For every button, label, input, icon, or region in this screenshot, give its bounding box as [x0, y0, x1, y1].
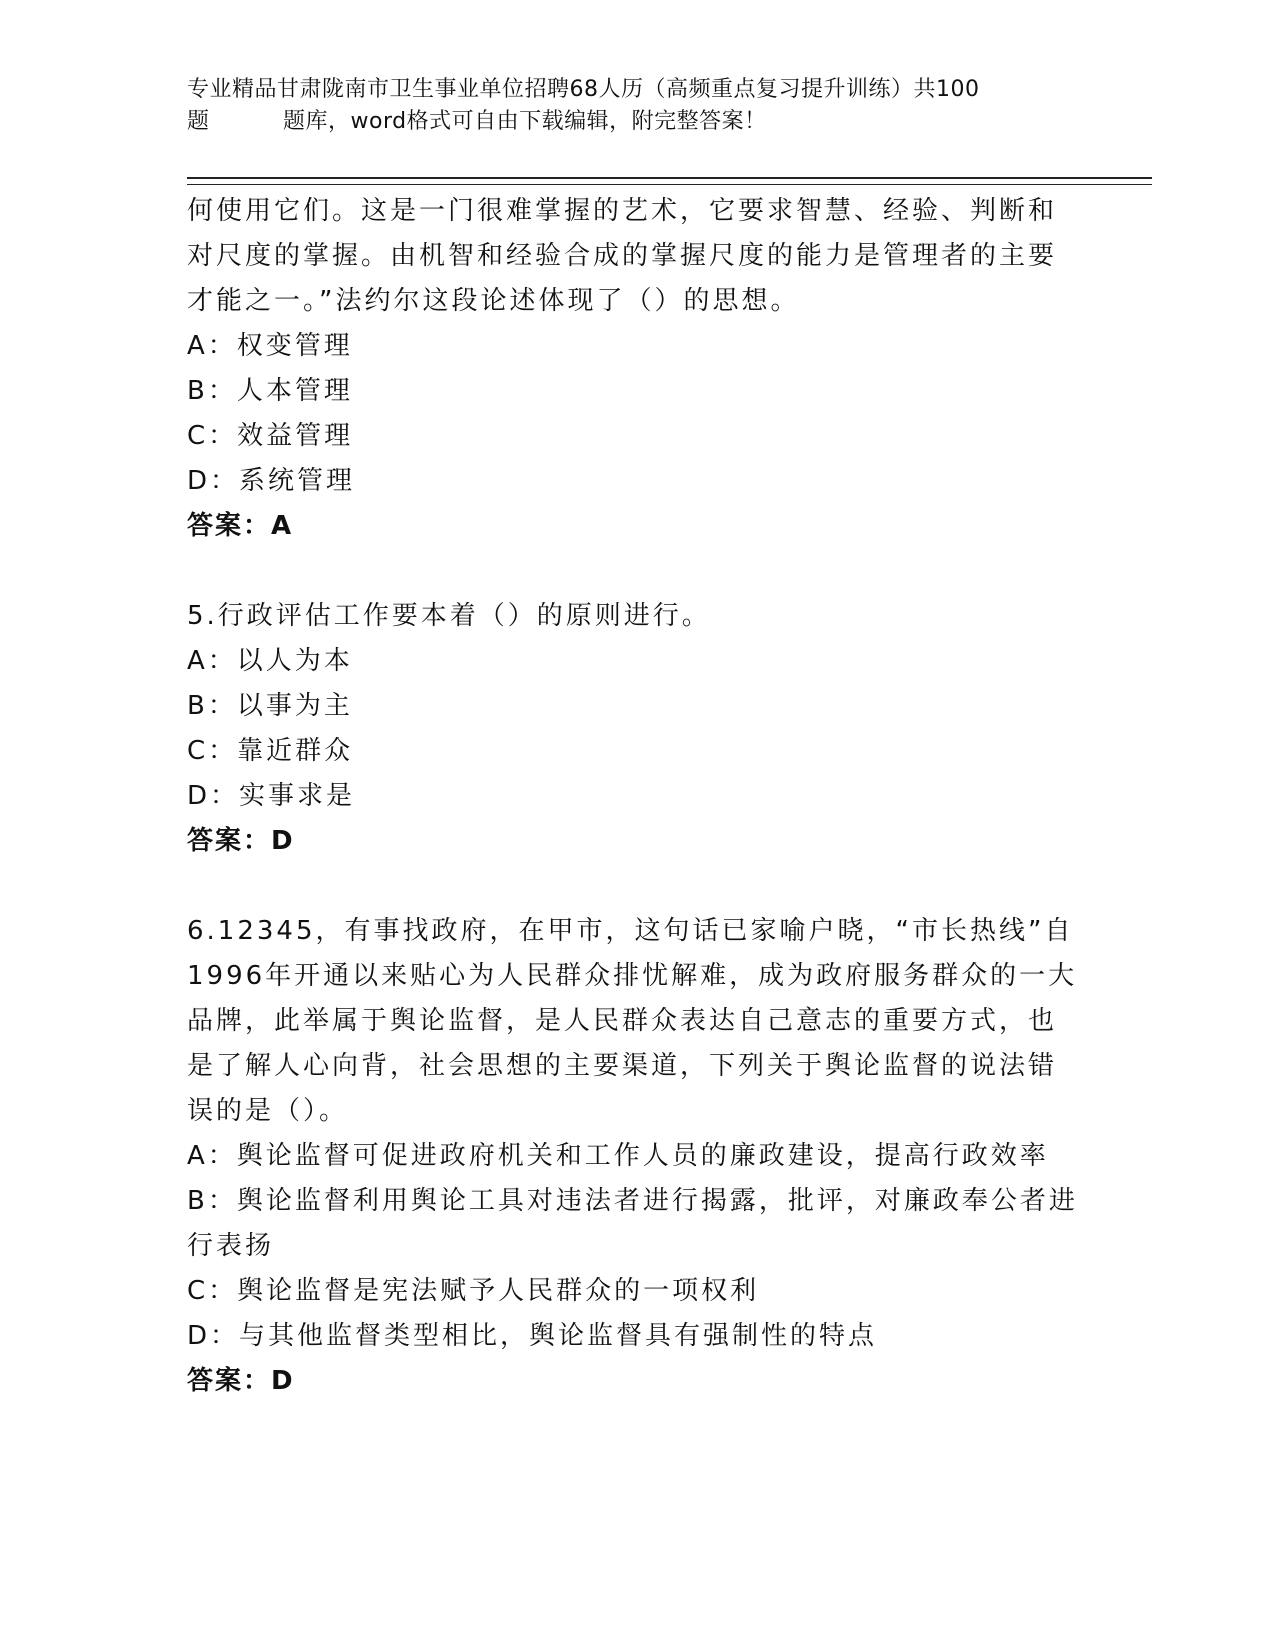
q6-option-b: B：舆论监督利用舆论工具对违法者进行揭露，批评，对廉政奉公者进: [187, 1186, 1078, 1216]
q5-answer: 答案：D: [187, 826, 295, 856]
header-line-2-a: 题: [187, 109, 210, 134]
header-line-1: 专业精品甘肃陇南市卫生事业单位招聘68人历（高频重点复习提升训练）共100: [187, 77, 980, 102]
q4-stem-line: 才能之一。”法约尔这段论述体现了（）的思想。: [187, 286, 800, 316]
q6-option-c: C：舆论监督是宪法赋予人民群众的一项权利: [187, 1276, 760, 1306]
q6-option-d: D：与其他监督类型相比，舆论监督具有强制性的特点: [187, 1321, 878, 1351]
q4-stem-line: 何使用它们。这是一门很难掌握的艺术，它要求智慧、经验、判断和: [187, 196, 1058, 226]
q5-option-c: C：靠近群众: [187, 736, 354, 766]
q6-stem-line: 误的是（）。: [187, 1096, 349, 1126]
q5-option-a: A：以人为本: [187, 646, 353, 676]
q5-stem-line: 5.行政评估工作要本着（）的原则进行。: [187, 601, 711, 631]
header-line-2-b: 题库，word格式可自由下载编辑，附完整答案！: [283, 109, 767, 134]
spacer: [187, 864, 1087, 909]
q4-option-b: B：人本管理: [187, 376, 353, 406]
q4-stem-line: 对尺度的掌握。由机智和经验合成的掌握尺度的能力是管理者的主要: [187, 241, 1058, 271]
q4-answer: 答案：A: [187, 511, 294, 541]
q5-option-b: B：以事为主: [187, 691, 353, 721]
q5-option-d: D：实事求是: [187, 781, 356, 811]
spacer: [187, 549, 1087, 594]
q6-stem-line: 品牌，此举属于舆论监督，是人民群众表达自己意志的重要方式，也: [187, 1006, 1058, 1036]
q6-stem-line: 1996年开通以来贴心为人民群众排忧解难，成为政府服务群众的一大: [187, 961, 1078, 991]
q6-option-a: A：舆论监督可促进政府机关和工作人员的廉政建设，提高行政效率: [187, 1141, 1049, 1171]
q4-option-c: C：效益管理: [187, 421, 354, 451]
question-content: [187, 189, 1087, 1404]
q4-option-a: A：权变管理: [187, 331, 353, 361]
header-rule-thin: [187, 184, 1152, 185]
page-header: [187, 74, 1087, 138]
header-line-2: [187, 106, 1087, 138]
q6-option-b-continued: 行表扬: [187, 1231, 275, 1261]
q6-stem-line: 是了解人心向背，社会思想的主要渠道，下列关于舆论监督的说法错: [187, 1051, 1058, 1081]
q6-answer: 答案：D: [187, 1366, 295, 1396]
q4-option-d: D：系统管理: [187, 466, 356, 496]
header-rule-thick: [187, 177, 1152, 179]
q6-stem-line: 6.12345，有事找政府，在甲市，这句话已家喻户晓，“市长热线”自: [187, 916, 1074, 946]
